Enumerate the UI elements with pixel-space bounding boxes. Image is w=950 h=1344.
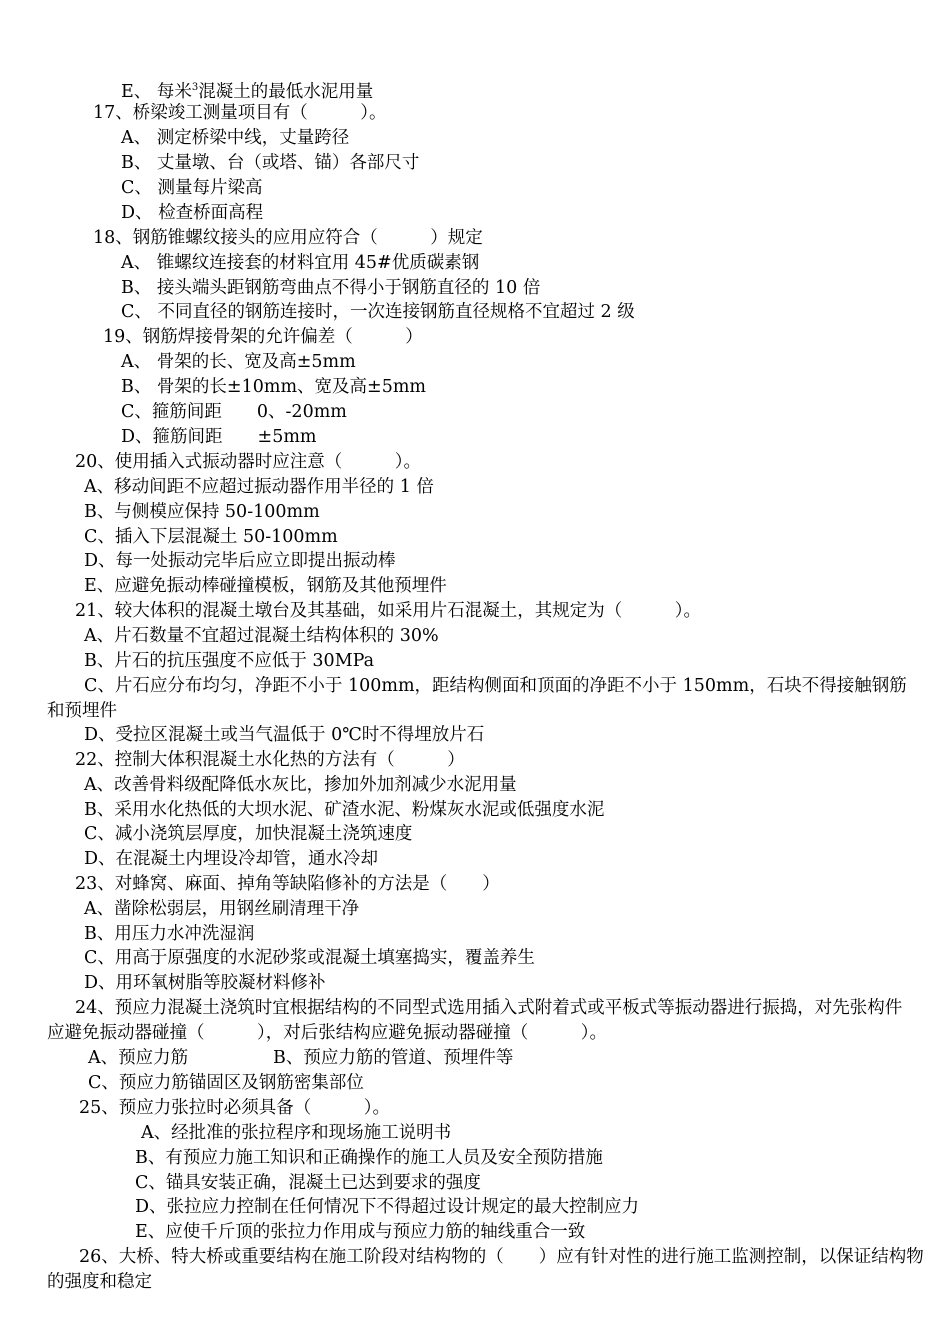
question-22: 22、控制大体积混凝土水化热的方法有（ ） xyxy=(75,750,465,770)
q19-option-c: C、箍筋间距 0、-20mm xyxy=(121,402,347,422)
q17-option-c: C、 测量每片梁高 xyxy=(121,178,263,198)
q20-option-e: E、应避免振动棒碰撞模板，钢筋及其他预埋件 xyxy=(84,576,447,596)
q25-option-b: B、有预应力施工知识和正确操作的施工人员及安全预防措施 xyxy=(135,1148,603,1168)
q25-option-a: A、经批准的张拉程序和现场施工说明书 xyxy=(141,1123,452,1143)
q22-option-c: C、减小浇筑层厚度，加快混凝土浇筑速度 xyxy=(84,824,413,844)
question-21: 21、较大体积的混凝土墩台及其基础，如采用片石混凝土，其规定为（ ）。 xyxy=(75,601,702,621)
question-18: 18、钢筋锥螺纹接头的应用应符合（ ）规定 xyxy=(93,228,483,248)
q25-option-e: E、应使千斤顶的张拉力作用成与预应力筋的轴线重合一致 xyxy=(135,1222,586,1242)
q20-option-d: D、每一处振动完毕后应立即提出振动棒 xyxy=(84,551,396,571)
q18-option-b: B、 接头端头距钢筋弯曲点不得小于钢筋直径的 10 倍 xyxy=(121,278,541,298)
q19-option-d: D、箍筋间距 ±5mm xyxy=(121,427,317,447)
q20-option-a: A、移动间距不应超过振动器作用半径的 1 倍 xyxy=(84,477,434,497)
q25-option-c: C、锚具安装正确，混凝土已达到要求的强度 xyxy=(135,1173,481,1193)
q19-option-a: A、 骨架的长、宽及高±5mm xyxy=(121,352,356,372)
q24-option-b: B、预应力筋的管道、预埋件等 xyxy=(273,1048,514,1068)
q21-option-d: D、受拉区混凝土或当气温低于 0℃时不得埋放片石 xyxy=(84,725,485,745)
q23-option-c: C、用高于原强度的水泥砂浆或混凝土填塞捣实，覆盖养生 xyxy=(84,948,535,968)
q21-option-a: A、片石数量不宜超过混凝土结构体积的 30% xyxy=(84,626,439,646)
q19-option-b: B、 骨架的长±10mm、宽及高±5mm xyxy=(121,377,427,397)
question-20: 20、使用插入式振动器时应注意（ ）。 xyxy=(75,452,422,472)
q23-option-a: A、凿除松弱层，用钢丝刷清理干净 xyxy=(84,899,360,919)
question-24: 24、预应力混凝土浇筑时宜根据结构的不同型式选用插入式附着式或平板式等振动器进行振捣，对先张构件应避免振动器碰撞（ ），对后张结构应避免振动器碰撞（ ）。 xyxy=(47,998,903,1043)
question-23: 23、对蜂窝、麻面、掉角等缺陷修补的方法是（ ） xyxy=(75,874,500,894)
q23-option-d: D、用环氧树脂等胶凝材料修补 xyxy=(84,973,326,993)
q22-option-a: A、改善骨料级配降低水灰比，掺加外加剂减少水泥用量 xyxy=(84,775,517,795)
q17-option-d: D、 检查桥面高程 xyxy=(121,203,264,223)
question-26: 26、大桥、特大桥或重要结构在施工阶段对结构物的（ ）应有针对性的进行施工监测控制，以保证结构物的强度和稳定 xyxy=(47,1247,924,1292)
q24-option-c: C、预应力筋锚固区及钢筋密集部位 xyxy=(88,1073,364,1093)
q18-option-a: A、 锥螺纹连接套的材料宜用 45#优质碳素钢 xyxy=(121,253,480,273)
question-17: 17、桥梁竣工测量项目有（ ）。 xyxy=(93,103,387,123)
superscript: 3 xyxy=(191,82,199,93)
q20-option-b: B、与侧模应保持 50-100mm xyxy=(84,502,320,522)
option-text: 混凝土的最低水泥用量 xyxy=(198,82,374,102)
q21-option-c: C、片石应分布均匀，净距不小于 100mm，距结构侧面和顶面的净距不小于 150mm，石块不得接触钢筋和预埋件 xyxy=(47,676,907,721)
question-25: 25、预应力张拉时必须具备（ ）。 xyxy=(79,1098,391,1118)
q18-option-c: C、 不同直径的钢筋连接时，一次连接钢筋直径规格不宜超过 2 级 xyxy=(121,302,635,322)
q17-option-b: B、 丈量墩、台（或塔、锚）各部尺寸 xyxy=(121,153,420,173)
question-19: 19、钢筋焊接骨架的允许偏差（ ） xyxy=(103,327,423,347)
q25-option-d: D、张拉应力控制在任何情况下不得超过设计规定的最大控制应力 xyxy=(135,1197,640,1217)
q17-option-a: A、 测定桥梁中线，丈量跨径 xyxy=(121,128,350,148)
q20-option-c: C、插入下层混凝土 50-100mm xyxy=(84,527,338,547)
q22-option-b: B、采用水化热低的大坝水泥、矿渣水泥、粉煤灰水泥或低强度水泥 xyxy=(84,800,605,820)
option-text: E、 每米 xyxy=(121,82,192,102)
option-e-cement xyxy=(121,76,373,104)
q24-option-a: A、预应力筋 xyxy=(88,1048,189,1068)
q22-option-d: D、在混凝土内埋设冷却管，通水冷却 xyxy=(84,849,379,869)
q23-option-b: B、用压力水冲洗湿润 xyxy=(84,924,255,944)
q21-option-b: B、片石的抗压强度不应低于 30MPa xyxy=(84,651,375,671)
